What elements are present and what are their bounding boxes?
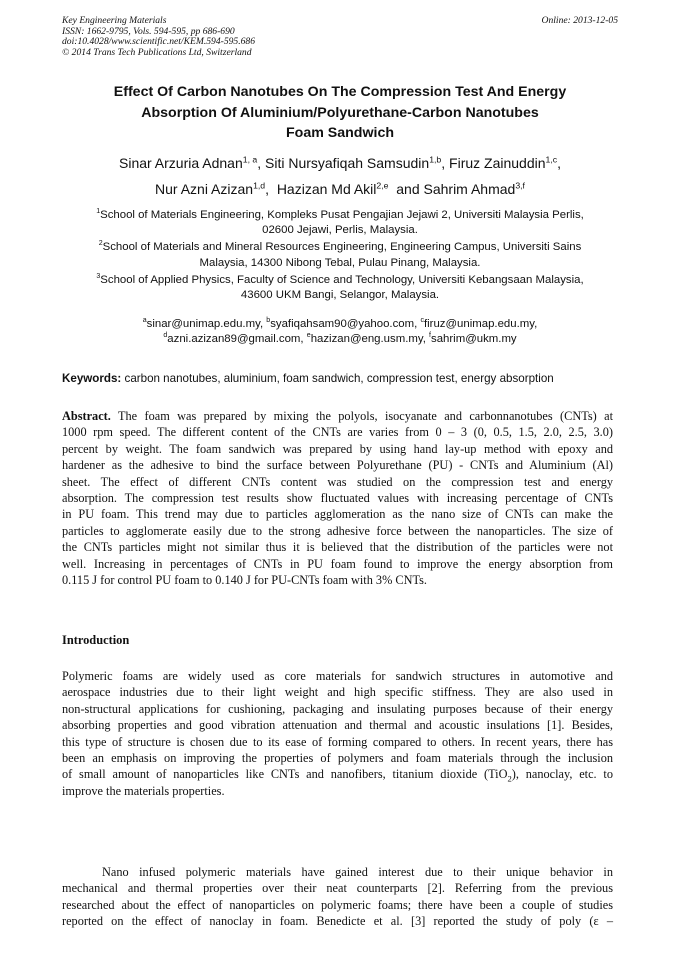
body-line: improve the materials properties. [62, 783, 225, 798]
affiliation-line: Malaysia, 14300 Nibong Tebal, Pulau Pinang, Malaysia. [199, 256, 481, 269]
online-date: Online: 2013-12-05 [541, 15, 618, 26]
author-name: Nur Azni Azizan [155, 181, 254, 197]
affiliation-mark: 1 [96, 208, 101, 216]
journal-name: Key Engineering Materials [62, 15, 167, 26]
abstract-line: in PU foam. This trend may due to particles agglomeration as the nano size of CNTs can make the [62, 507, 613, 522]
affiliation-line: 02600 Jejawi, Perlis, Malaysia. [262, 224, 418, 237]
author-affil-mark: 1, a [242, 154, 258, 165]
body-line: of small amount of nanoparticles like CNTs and nanofibers, titanium dioxide (TiO$_2$), nanoclay, etc. to [62, 767, 613, 784]
abstract-label: Abstract. [62, 409, 111, 423]
email-link[interactable]: firuz@unimap.edu.my, [423, 318, 538, 330]
author-list [62, 150, 618, 202]
paper-title [62, 82, 618, 144]
title-line: Foam Sandwich [286, 125, 394, 141]
affiliations [62, 208, 618, 304]
body-line: reported on the effect of nanoclay in foam. Benedicte et al. [3] reported the study of poly (ε – [62, 914, 613, 929]
affiliation-line: $^2$School of Materials and Mineral Resources Engineering, Engineering Campus, Universiti Sains [98, 240, 582, 254]
email-row: $^a$sinar@unimap.edu.my, $^b$syafiqahsam90@yahoo.com, $^c$firuz@unimap.edu.my, [142, 317, 538, 330]
abstract-line: 1000 rpm speed. The different content of the CNTs are varies from 0 – 3 (0, 0.5, 1.5, 2.0, 2.5, 3.0) [62, 425, 613, 440]
body-line: this type of structure is chosen due to its ease of forming compared to others. In recent years, there has [62, 734, 613, 749]
keywords-label: Keywords: [62, 372, 122, 385]
author-row: Sinar Arzuria Adnan$^{1, a}$, Siti Nursyafiqah Samsudin$^{1,b}$, Firuz Zainuddin$^{1,c}$, [119, 154, 561, 171]
journal-header [62, 16, 618, 58]
author-emails [62, 317, 618, 348]
affiliation-mark: 2 [98, 240, 103, 248]
author-affil-mark: 1,d [253, 180, 266, 191]
section-heading-introduction: Introduction [62, 633, 130, 647]
affiliation-line: $^1$School of Materials Engineering, Kompleks Pusat Pengajian Jejawi 2, Universiti Malaysia Perlis, [96, 208, 584, 221]
abstract-line: hardener as the adhesive to bind the surface between Polyurethane (PU) - CNTs and Aluminium (Al) [62, 458, 613, 473]
intro-paragraph-1 [62, 668, 613, 799]
abstract-line: well. Increasing in percentages of CNTs in PU foam found to improve the energy absorption from [62, 556, 613, 571]
intro-paragraph-2 [62, 864, 613, 930]
author-affil-mark: 1,b [429, 154, 442, 165]
affiliation-mark: 3 [96, 273, 101, 281]
abstract-line: Abstract. The foam was prepared by mixing the polyols, isocyanate and carbonnanotubes (CNTs) at [62, 409, 613, 423]
email-link[interactable]: sinar@unimap.edu.my, [146, 318, 264, 330]
email-link[interactable]: syafiqahsam90@yahoo.com, [270, 318, 418, 330]
abstract-line: particles to agglomerate easily due to the strong adhesive force between the nanoparticles. The size of [62, 523, 613, 538]
keywords-text: carbon nanotubes, aluminium, foam sandwich, compression test, energy absorption [124, 372, 554, 385]
title-line: Absorption Of Aluminium/Polyurethane-Carbon Nanotubes [141, 104, 539, 121]
journal-doi: doi:10.4028/www.scientific.net/KEM.594-595.686 [62, 36, 256, 48]
email-row: $^d$azni.azizan89@gmail.com, $^e$hazizan@eng.usm.my, $^f$sahrim@ukm.my [163, 332, 517, 346]
affiliation-line: $^3$School of Applied Physics, Faculty of Science and Technology, Universiti Kebangsaan Malaysia, [96, 273, 584, 286]
abstract-line: percent by weight. The foam sandwich was prepared by using hand lay-up method with epoxy and [62, 441, 613, 456]
title-line: Effect Of Carbon Nanotubes On The Compression Test And Energy [113, 84, 567, 100]
journal-copyright: © 2014 Trans Tech Publications Ltd, Switzerland [62, 46, 252, 58]
abstract-line: absorption. The compression test results show fluctuated values with increasing percentage of CNTs [62, 490, 613, 505]
journal-issn: ISSN: 1662-9795, Vols. 594-595, pp 686-690 [62, 25, 235, 37]
author-name: Sinar Arzuria Adnan [119, 155, 243, 171]
affiliation-line: 43600 UKM Bangi, Selangor, Malaysia. [240, 289, 440, 302]
author-row: Nur Azni Azizan$^{1,d}$, Hazizan Md Akil$^{2,e}$ and Sahrim Ahmad$^{3,f}$ [155, 180, 525, 197]
abstract-line: sheet. The effect of different CNTs content was studied on the compression test and energy [62, 474, 613, 489]
abstract [62, 408, 613, 588]
body-line: non-structural applications for cushioning, packaging and insulating purposes because of their energy [62, 701, 613, 716]
email-link[interactable]: hazizan@eng.usm.my, [310, 333, 426, 346]
body-line: aerospace industries due to their light weight and high specific stiffness. They are also used in [62, 685, 613, 700]
body-line: Nano infused polymeric materials have gained interest due to their unique behavior in [102, 865, 613, 879]
author-affil-mark: 1,c [545, 154, 558, 165]
author-name: Siti Nursyafiqah Samsudin [265, 155, 430, 171]
body-line: mechanical and thermal properties over their neat counterparts [2]. Referring from the previous [62, 881, 613, 896]
abstract-line: the CNTs particles might not similar thus it is believed that the distribution of the particles were not [62, 540, 613, 555]
author-name: Hazizan Md Akil [276, 181, 377, 197]
abstract-line: 0.115 J for control PU foam to 0.140 J for PU-CNTs foam with 3% CNTs. [62, 572, 427, 587]
email-link[interactable]: sahrim@ukm.my [431, 333, 517, 346]
author-name: Firuz Zainuddin [449, 155, 546, 171]
body-line: absorbing properties and good vibration attenuation and thermal and acoustic insulations [1]. Besides, [62, 718, 613, 733]
author-conjunction: and [396, 181, 420, 197]
body-line: been an emphasis on improving the properties of polymers and foam materials through the inclusion [62, 750, 613, 765]
author-affil-mark: 2,e [376, 180, 389, 191]
author-affil-mark: 3,f [515, 180, 525, 191]
email-link[interactable]: azni.azizan89@gmail.com, [167, 333, 304, 346]
body-line: researched about the effect of nanoparticles on polymeric foams; there have been a couple of studies [62, 897, 613, 912]
body-line: Polymeric foams are widely used as core materials for sandwich structures in automotive and [62, 669, 613, 683]
keywords [62, 372, 618, 386]
author-name: Sahrim Ahmad [423, 181, 516, 197]
